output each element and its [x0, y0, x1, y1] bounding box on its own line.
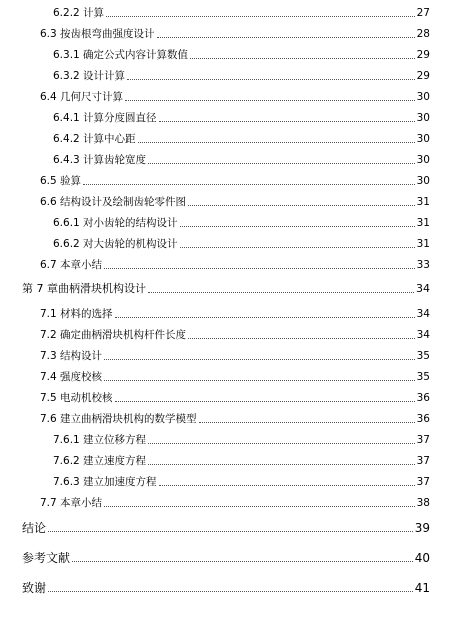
toc-entry-title: 7.6.2 建立速度方程 — [53, 455, 147, 467]
toc-entry-title: 第 7 章曲柄滑块机构设计 — [22, 282, 146, 295]
toc-entry-title: 6.3 按齿根弯曲强度设计 — [40, 28, 155, 40]
toc-entry[interactable] — [40, 391, 430, 405]
toc-entry[interactable] — [53, 454, 430, 468]
toc-entry-title: 6.3.1 确定公式内容计算数值 — [53, 49, 189, 61]
toc-entry[interactable] — [40, 27, 430, 41]
toc-entry[interactable] — [53, 111, 430, 125]
toc-entry-page-number: 34 — [416, 329, 430, 341]
toc-entry[interactable] — [53, 6, 430, 20]
toc-entry-title: 结论 — [22, 521, 47, 535]
toc-entry[interactable] — [53, 69, 430, 83]
dot-leader — [125, 100, 415, 101]
toc-entry[interactable] — [53, 132, 430, 146]
dot-leader — [72, 561, 413, 562]
toc-entry-page-number: 39 — [414, 521, 430, 535]
toc-entry-title: 7.3 结构设计 — [40, 350, 103, 362]
toc-entry-title: 7.7 本章小结 — [40, 497, 103, 509]
toc-entry[interactable] — [40, 174, 430, 188]
dot-leader — [180, 247, 415, 248]
dot-leader — [48, 531, 413, 532]
toc-entry-page-number: 31 — [416, 217, 430, 229]
toc-entry[interactable] — [53, 48, 430, 62]
dot-leader — [190, 58, 415, 59]
toc-entry-title: 6.6.2 对大齿轮的机构设计 — [53, 238, 178, 250]
dot-leader — [127, 79, 415, 80]
toc-entry[interactable] — [40, 90, 430, 104]
toc-entry-page-number: 40 — [414, 551, 430, 565]
toc-entry[interactable] — [40, 258, 430, 272]
toc-entry[interactable] — [40, 496, 430, 510]
dot-leader — [104, 380, 415, 381]
toc-entry-title: 6.6 结构设计及绘制齿轮零件图 — [40, 196, 187, 208]
dot-leader — [188, 205, 415, 206]
dot-leader — [188, 338, 415, 339]
dot-leader — [180, 226, 415, 227]
toc-entry-page-number: 41 — [414, 581, 430, 595]
toc-entry-title: 7.6.1 建立位移方程 — [53, 434, 147, 446]
toc-entry-title: 6.6.1 对小齿轮的结构设计 — [53, 217, 178, 229]
toc-entry[interactable] — [53, 216, 430, 230]
toc-entry[interactable] — [40, 412, 430, 426]
toc-entry-page-number: 31 — [416, 238, 430, 250]
toc-entry-title: 6.7 本章小结 — [40, 259, 103, 271]
dot-leader — [199, 422, 415, 423]
toc-entry-page-number: 35 — [416, 350, 430, 362]
toc-entry[interactable] — [22, 551, 430, 565]
dot-leader — [115, 317, 415, 318]
toc-entry-title: 6.5 验算 — [40, 175, 82, 187]
dot-leader — [104, 506, 415, 507]
toc-entry-page-number: 30 — [416, 175, 430, 187]
dot-leader — [148, 292, 414, 293]
dot-leader — [148, 464, 415, 465]
dot-leader — [104, 268, 415, 269]
toc-entry-page-number: 29 — [416, 70, 430, 82]
toc-entry-title: 7.6 建立曲柄滑块机构的数学模型 — [40, 413, 197, 425]
toc-entry-title: 6.3.2 设计计算 — [53, 70, 126, 82]
toc-entry-title: 6.4.2 计算中心距 — [53, 133, 136, 145]
toc-entry-title: 7.5 电动机校核 — [40, 392, 113, 404]
dot-leader — [157, 37, 415, 38]
toc-entry-page-number: 37 — [416, 455, 430, 467]
dot-leader — [48, 591, 413, 592]
dot-leader — [148, 443, 415, 444]
toc-entry-page-number: 30 — [416, 112, 430, 124]
toc-entry[interactable] — [22, 581, 430, 595]
toc-entry[interactable] — [53, 475, 430, 489]
toc-entry-page-number: 27 — [416, 7, 430, 19]
toc-entry-page-number: 38 — [416, 497, 430, 509]
toc-entry-page-number: 36 — [416, 413, 430, 425]
toc-entry[interactable] — [53, 433, 430, 447]
toc-entry-page-number: 28 — [416, 28, 430, 40]
toc-entry-page-number: 30 — [416, 91, 430, 103]
dot-leader — [159, 485, 415, 486]
toc-entry-page-number: 30 — [416, 133, 430, 145]
toc-entry[interactable] — [40, 195, 430, 209]
toc-entry[interactable] — [53, 237, 430, 251]
toc-entry-title: 6.4 几何尺寸计算 — [40, 91, 124, 103]
toc-entry-page-number: 29 — [416, 49, 430, 61]
toc-entry[interactable] — [53, 153, 430, 167]
toc-entry-page-number: 37 — [416, 434, 430, 446]
toc-entry-page-number: 37 — [416, 476, 430, 488]
toc-entry-title: 6.4.1 计算分度圆直径 — [53, 112, 157, 124]
dot-leader — [138, 142, 415, 143]
dot-leader — [106, 16, 415, 17]
dot-leader — [115, 401, 415, 402]
toc-entry-title: 7.6.3 建立加速度方程 — [53, 476, 157, 488]
toc-entry-page-number: 36 — [416, 392, 430, 404]
toc-entry-page-number: 34 — [416, 308, 430, 320]
toc-entry-page-number: 35 — [416, 371, 430, 383]
dot-leader — [83, 184, 415, 185]
toc-entry[interactable] — [40, 307, 430, 321]
toc-entry-page-number: 30 — [416, 154, 430, 166]
toc-entry-page-number: 31 — [416, 196, 430, 208]
dot-leader — [148, 163, 415, 164]
toc-entry-page-number: 34 — [416, 282, 430, 295]
toc-entry-title: 7.4 强度校核 — [40, 371, 103, 383]
toc-entry[interactable] — [22, 521, 430, 535]
toc-entry[interactable] — [40, 349, 430, 363]
dot-leader — [104, 359, 415, 360]
dot-leader — [159, 121, 415, 122]
toc-entry[interactable] — [40, 328, 430, 342]
toc-entry-title: 致谢 — [22, 581, 47, 595]
toc-entry-title: 参考文献 — [22, 551, 71, 565]
toc-entry-title: 6.4.3 计算齿轮宽度 — [53, 154, 147, 166]
toc-entry-page-number: 33 — [416, 259, 430, 271]
toc-entry[interactable] — [40, 370, 430, 384]
toc-entry-title: 7.2 确定曲柄滑块机构杆件长度 — [40, 329, 187, 341]
toc-entry-title: 7.1 材料的选择 — [40, 308, 113, 320]
toc-entry-title: 6.2.2 计算 — [53, 7, 105, 19]
toc-entry[interactable] — [22, 282, 430, 296]
